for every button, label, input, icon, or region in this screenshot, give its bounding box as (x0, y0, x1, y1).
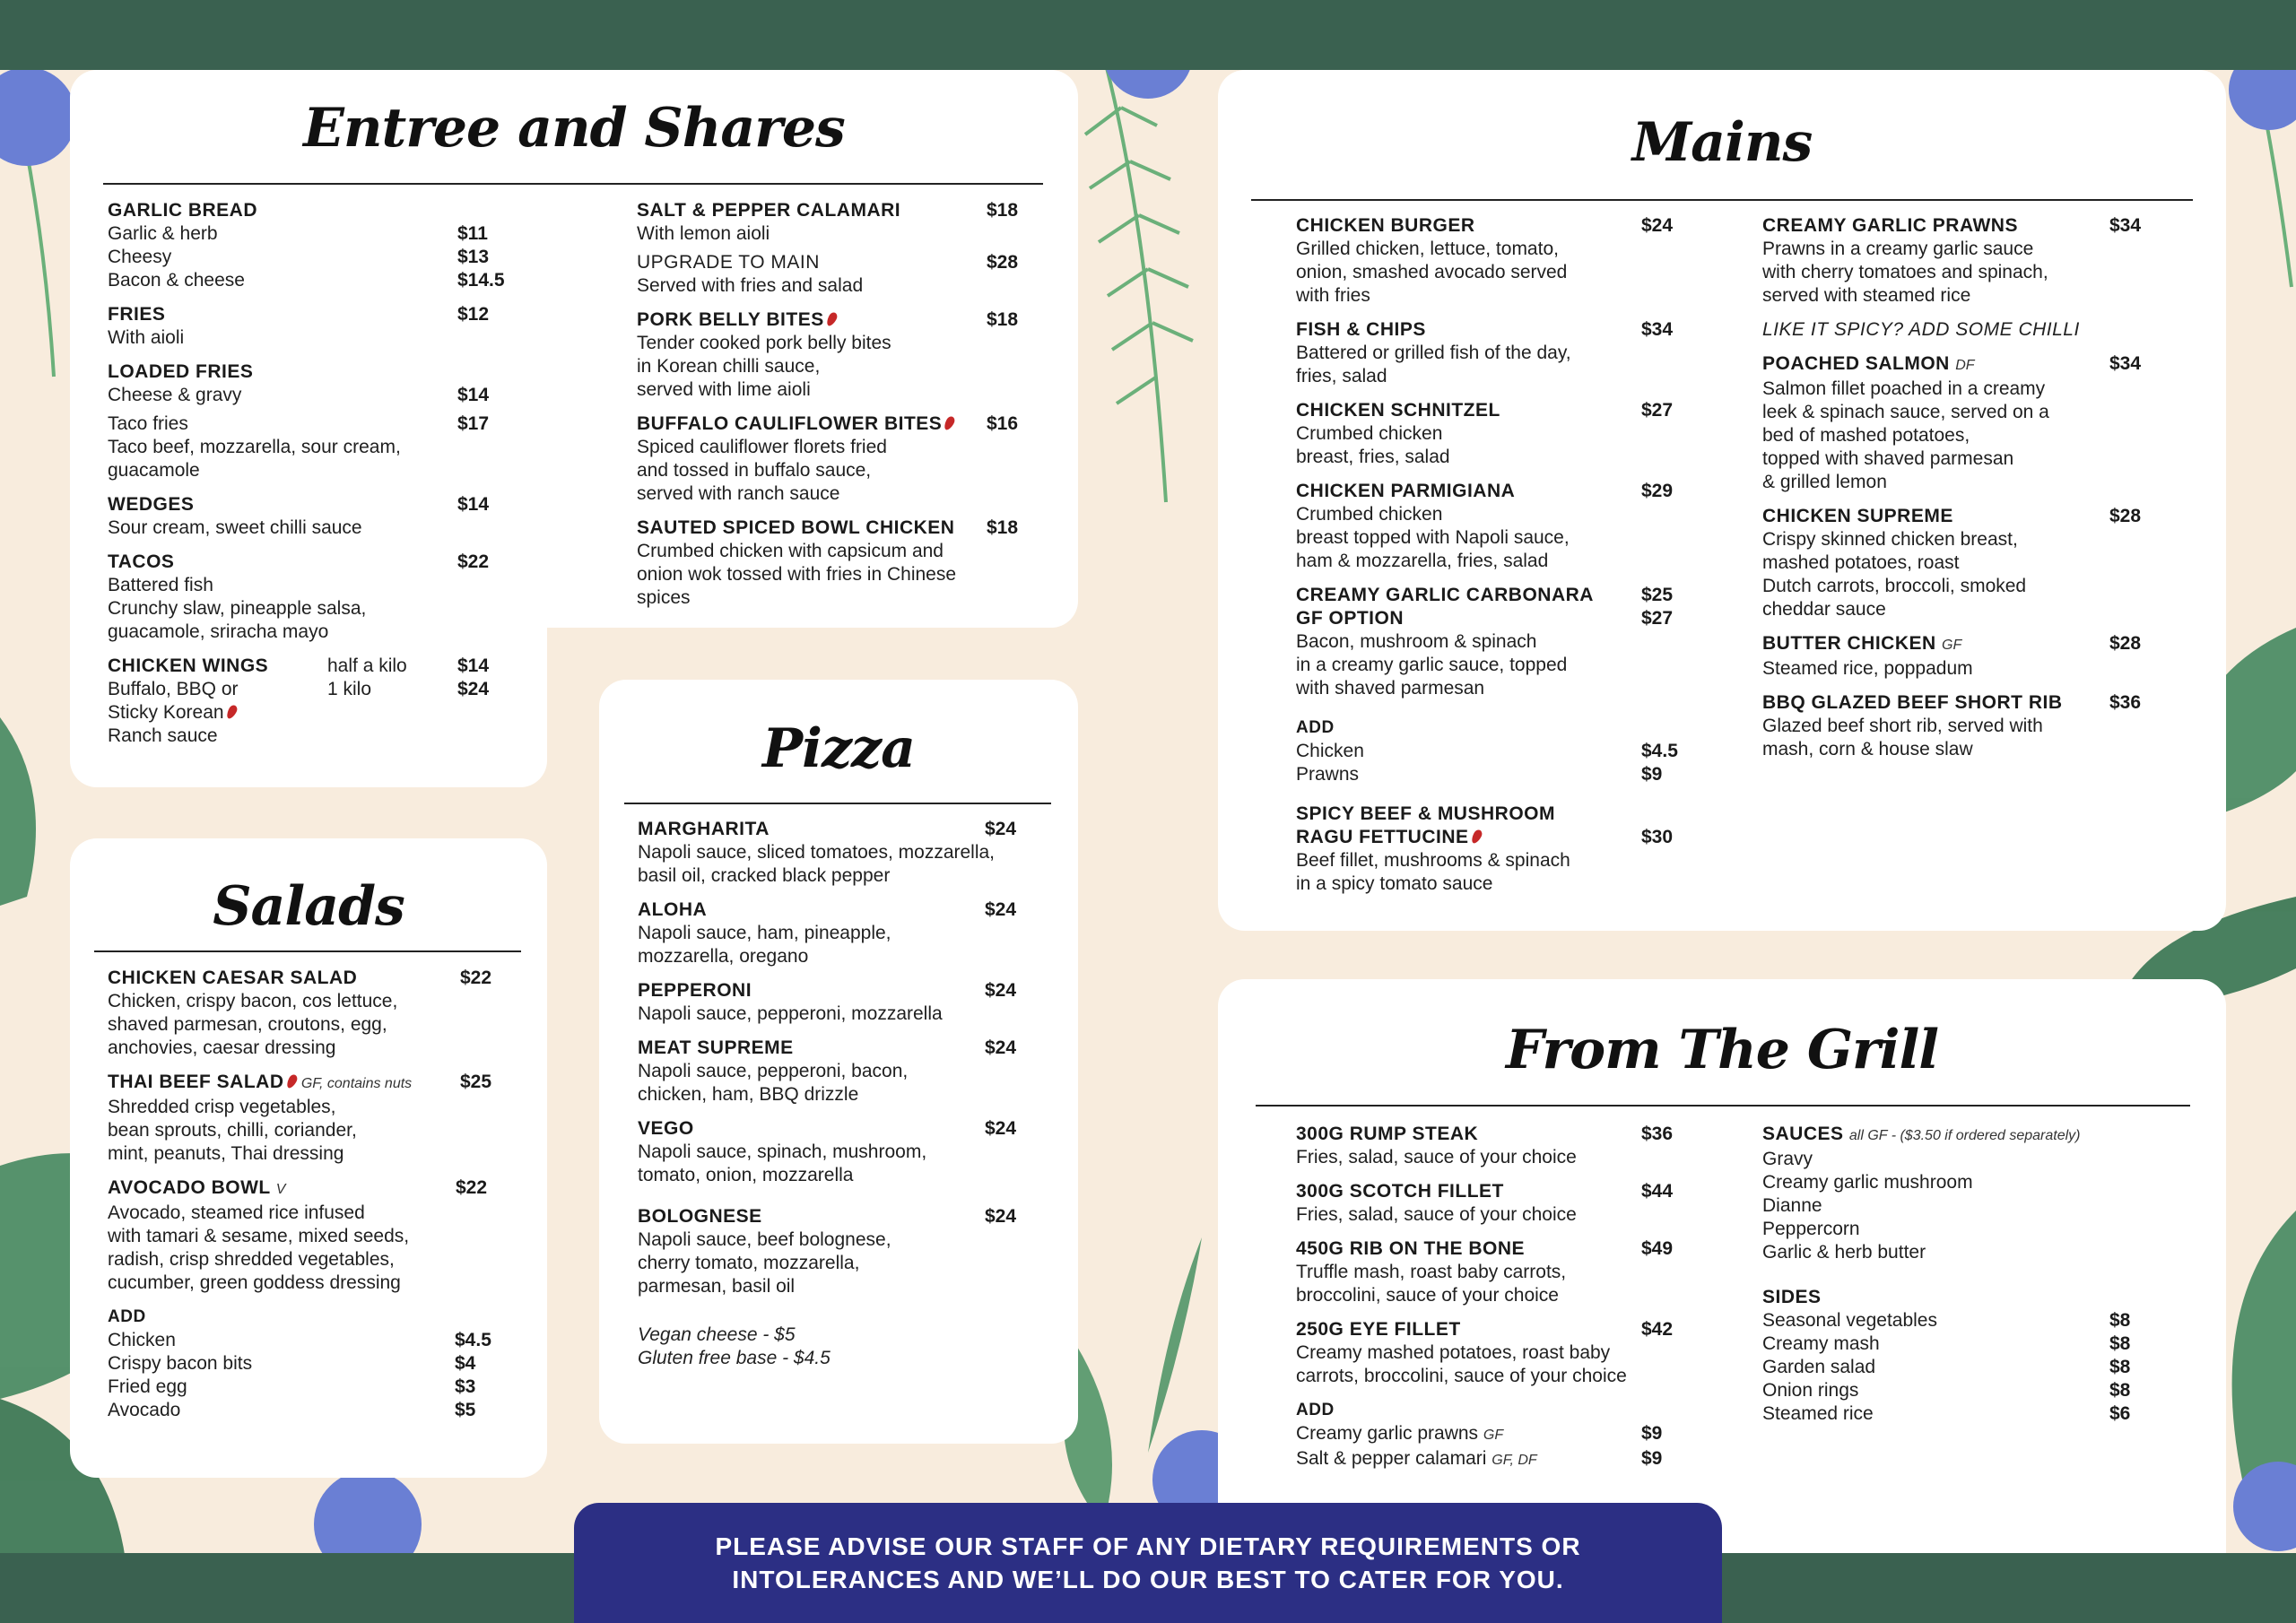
item-desc: radish, crisp shredded vegetables, (108, 1249, 395, 1270)
aloha-item (638, 898, 1059, 968)
option-label: Cheesy (108, 247, 172, 267)
item-desc: mozzarella, oregano (638, 946, 809, 967)
item-desc: spices (637, 587, 691, 608)
item-name: PORK BELLY BITES (637, 309, 824, 330)
item-desc: Napoli sauce, beef bolognese, (638, 1229, 891, 1250)
rump-steak-item (1296, 1123, 1718, 1169)
item-desc: Spiced cauliflower florets fried (637, 437, 887, 457)
item-desc: shaved parmesan, croutons, egg, (108, 1014, 387, 1035)
item-desc: mashed potatoes, roast (1762, 552, 1960, 573)
item-name: FRIES (108, 304, 166, 325)
item-name-cont: RAGU FETTUCINE (1296, 827, 1469, 847)
chili-icon (224, 704, 238, 720)
sauces-note: all GF - ($3.50 if ordered separately) (1848, 1128, 2081, 1143)
price: $34 (1641, 319, 1674, 340)
price: $22 (460, 968, 492, 988)
price: $8 (2109, 1357, 2131, 1377)
chicken-wings-item (108, 655, 511, 748)
item-desc: mash, corn & house slaw (1762, 739, 1973, 759)
price: $14 (457, 385, 490, 405)
item-desc: Buffalo, BBQ or (108, 679, 239, 699)
item-desc: Avocado, steamed rice infused (108, 1202, 365, 1223)
item-desc: and tossed in buffalo sauce, (637, 460, 872, 481)
addon-name: Chicken (1296, 741, 1364, 761)
item-desc: Sour cream, sweet chilli sauce (108, 517, 362, 538)
side-name: Steamed rice (1762, 1403, 1874, 1424)
price: $9 (1641, 1423, 1663, 1444)
fries-item (108, 303, 511, 350)
rib-on-bone-item (1296, 1237, 1718, 1307)
side-name: Seasonal vegetables (1762, 1310, 1937, 1331)
meat-supreme-item (638, 1037, 1059, 1107)
item-desc: With aioli (108, 327, 185, 348)
item-desc: topped with shaved parmesan (1762, 448, 2014, 469)
item-desc: bed of mashed potatoes, (1762, 425, 1970, 446)
bolognese-item (638, 1205, 1059, 1298)
calamari-item (637, 199, 1031, 298)
item-name: CHICKEN SUPREME (1762, 506, 1953, 526)
item-name: AVOCADO BOWL (108, 1177, 271, 1198)
item-desc: Napoli sauce, pepperoni, bacon, (638, 1061, 909, 1081)
item-name: 300G RUMP STEAK (1296, 1124, 1479, 1144)
wedges-item (108, 493, 511, 540)
mains-title: Mains (1631, 111, 1813, 174)
vegan-cheese-note: Vegan cheese - $5 (638, 1324, 796, 1345)
top-green-band (0, 0, 2296, 70)
price: $5 (455, 1400, 476, 1420)
notice-line-1: PLEASE ADVISE OUR STAFF OF ANY DIETARY REQUIREMENTS OR (715, 1532, 1581, 1560)
price: $25 (1641, 585, 1674, 605)
item-desc: served with steamed rice (1762, 285, 1971, 306)
spicy-note: LIKE IT SPICY? ADD SOME CHILLI (1762, 319, 2080, 340)
entree-left-column (108, 199, 511, 759)
price: $27 (1641, 400, 1674, 421)
gluten-free-note: Gluten free base - $4.5 (638, 1348, 831, 1368)
tacos-item (108, 551, 511, 644)
item-desc: with cherry tomatoes and spinach, (1762, 262, 2048, 282)
salads-column (108, 967, 529, 1433)
addon-name: Salt & pepper calamari (1296, 1448, 1487, 1469)
price: $9 (1641, 1448, 1663, 1469)
chicken-supreme-item (1762, 505, 2175, 621)
item-desc: cucumber, green goddess dressing (108, 1272, 401, 1293)
sauce-option: Dianne (1762, 1195, 1822, 1216)
price: $28 (2109, 506, 2142, 526)
item-name: WEDGES (108, 494, 195, 515)
item-desc: served with lime aioli (637, 379, 811, 400)
dietary-tag: DF (1955, 358, 1975, 373)
item-desc: Sticky Korean (108, 702, 224, 723)
item-name: MEAT SUPREME (638, 1037, 794, 1058)
price: $24 (985, 980, 1017, 1001)
item-desc: Taco beef, mozzarella, sour cream, (108, 437, 401, 457)
addon-name: Fried egg (108, 1376, 187, 1397)
item-name: SPICY BEEF & MUSHROOM (1296, 803, 1555, 824)
upgrade-label: UPGRADE TO MAIN (637, 252, 820, 273)
price: $4 (455, 1353, 476, 1374)
side-name: Creamy mash (1762, 1333, 1880, 1354)
side-name: Onion rings (1762, 1380, 1859, 1401)
item-desc: mint, peanuts, Thai dressing (108, 1143, 344, 1164)
ragu-item (1296, 803, 1718, 896)
price: $29 (1641, 481, 1674, 501)
grill-title: From The Grill (1505, 1019, 1939, 1081)
carbonara-item (1296, 584, 1718, 700)
item-desc: Fries, salad, sauce of your choice (1296, 1147, 1577, 1167)
sauce-option: Peppercorn (1762, 1219, 1860, 1239)
item-desc: Truffle mash, roast baby carrots, (1296, 1262, 1567, 1282)
dietary-tag: GF (1483, 1428, 1504, 1443)
item-desc: Crunchy slaw, pineapple salsa, (108, 598, 367, 619)
price: $30 (1641, 827, 1674, 847)
item-name: CHICKEN CAESAR SALAD (108, 968, 358, 988)
price: $24 (985, 1037, 1017, 1058)
item-name: BOLOGNESE (638, 1206, 762, 1227)
price: $18 (987, 309, 1019, 330)
item-name: CHICKEN SCHNITZEL (1296, 400, 1500, 421)
price: $6 (2109, 1403, 2131, 1424)
item-desc: Ranch sauce (108, 725, 218, 746)
item-desc: Crumbed chicken with capsicum and (637, 541, 944, 561)
price: $24 (985, 1118, 1017, 1139)
item-desc: ham & mozzarella, fries, salad (1296, 551, 1549, 571)
item-desc: Tender cooked pork belly bites (637, 333, 891, 353)
size-label: 1 kilo (327, 679, 372, 699)
item-desc: cheddar sauce (1762, 599, 1886, 620)
item-desc: chicken, ham, BBQ drizzle (638, 1084, 859, 1105)
grill-add-ons (1296, 1399, 1718, 1472)
mains-add-ons (1296, 716, 1718, 786)
item-name: POACHED SALMON (1762, 353, 1950, 374)
price: $44 (1641, 1181, 1674, 1202)
item-desc: served with ranch sauce (637, 483, 840, 504)
item-name: 250G EYE FILLET (1296, 1319, 1461, 1340)
item-desc: Prawns in a creamy garlic sauce (1762, 239, 2034, 259)
parmigiana-item (1296, 480, 1718, 573)
mains-right-column (1762, 214, 2175, 772)
item-desc: With lemon aioli (637, 223, 770, 244)
item-desc: Napoli sauce, sliced tomatoes, mozzarella, (638, 842, 996, 863)
dietary-tag: GF, contains nuts (300, 1076, 413, 1091)
item-desc: Crispy skinned chicken breast, (1762, 529, 2018, 550)
option-name: GF OPTION (1296, 608, 1404, 629)
margherita-item (638, 818, 1059, 888)
price: $24 (985, 819, 1017, 839)
price: $9 (1641, 764, 1663, 785)
side-name: Garden salad (1762, 1357, 1876, 1377)
price: $13 (457, 247, 490, 267)
price: $24 (985, 1206, 1017, 1227)
salads-add-ons (108, 1306, 529, 1422)
mains-left-column (1296, 214, 1718, 907)
price: $18 (987, 517, 1019, 538)
item-desc: with shaved parmesan (1296, 678, 1485, 699)
item-desc: in a creamy garlic sauce, topped (1296, 655, 1568, 675)
item-desc: onion, smashed avocado served (1296, 262, 1568, 282)
entree-right-column (637, 199, 1031, 621)
fish-chips-item (1296, 318, 1718, 388)
cauliflower-item (637, 412, 1031, 506)
item-desc: Served with fries and salad (637, 275, 864, 296)
garlic-bread-item (108, 199, 511, 292)
option-label: Garlic & herb (108, 223, 218, 244)
item-name: MARGHARITA (638, 819, 770, 839)
item-desc: Dutch carrots, broccoli, smoked (1762, 576, 2027, 596)
item-desc: Chicken, crispy bacon, cos lettuce, (108, 991, 398, 1011)
item-name: BUFFALO CAULIFLOWER BITES (637, 413, 943, 434)
price: $17 (457, 413, 490, 434)
item-desc: Fries, salad, sauce of your choice (1296, 1204, 1577, 1225)
item-desc: cherry tomato, mozzarella, (638, 1253, 860, 1273)
item-desc: Shredded crisp vegetables, (108, 1097, 336, 1117)
grill-rule (1256, 1105, 2190, 1107)
option-label: Cheese & gravy (108, 385, 242, 405)
item-desc: broccolini, sauce of your choice (1296, 1285, 1559, 1306)
grill-right-column (1762, 1123, 2175, 1436)
item-desc: Glazed beef short rib, served with (1762, 716, 2043, 736)
add-label: ADD (1296, 1401, 1335, 1419)
price: $27 (1641, 608, 1674, 629)
salads-rule (94, 950, 521, 952)
add-label: ADD (1296, 718, 1335, 737)
item-desc: guacamole (108, 460, 200, 481)
price: $28 (2109, 633, 2142, 654)
dietary-tag: GF, DF (1492, 1453, 1537, 1468)
addon-name: Creamy garlic prawns (1296, 1423, 1479, 1444)
item-desc: onion wok tossed with fries in Chinese (637, 564, 957, 585)
addon-name: Avocado (108, 1400, 181, 1420)
price: $42 (1641, 1319, 1674, 1340)
grill-left-column (1296, 1123, 1718, 1483)
item-desc: breast, fries, salad (1296, 447, 1450, 467)
short-rib-item (1762, 691, 2175, 761)
item-name: CHICKEN BURGER (1296, 215, 1475, 236)
salads-title: Salads (213, 875, 404, 938)
item-desc: Napoli sauce, ham, pineapple, (638, 923, 891, 943)
price: $11 (457, 223, 488, 244)
addon-name: Prawns (1296, 764, 1360, 785)
price: $8 (2109, 1310, 2131, 1331)
item-name: SAUTED SPICED BOWL CHICKEN (637, 517, 955, 538)
item-desc: parmesan, basil oil (638, 1276, 796, 1297)
item-name: 450G RIB ON THE BONE (1296, 1238, 1526, 1259)
item-desc: leek & spinach sauce, served on a (1762, 402, 2049, 422)
avocado-bowl-item (108, 1176, 529, 1295)
sauce-option: Garlic & herb butter (1762, 1242, 1926, 1263)
addon-name: Crispy bacon bits (108, 1353, 253, 1374)
item-desc: Bacon, mushroom & spinach (1296, 631, 1537, 652)
item-name: TACOS (108, 551, 175, 572)
item-desc: Creamy mashed potatoes, roast baby (1296, 1342, 1611, 1363)
bowl-chicken-item (637, 516, 1031, 610)
pizza-title: Pizza (762, 717, 915, 780)
thai-beef-item (108, 1071, 529, 1166)
pepperoni-item (638, 979, 1059, 1026)
sauce-option: Gravy (1762, 1149, 1813, 1169)
item-desc: Crumbed chicken (1296, 504, 1443, 525)
item-name: FISH & CHIPS (1296, 319, 1426, 340)
item-name: GARLIC BREAD (108, 200, 257, 221)
loaded-fries-item (108, 360, 511, 482)
chili-icon (943, 415, 956, 431)
price: $36 (1641, 1124, 1674, 1144)
dietary-tag: GF (1942, 638, 1962, 653)
scotch-fillet-item (1296, 1180, 1718, 1227)
item-desc: & grilled lemon (1762, 472, 1887, 492)
caesar-item (108, 967, 529, 1060)
item-desc: Battered fish (108, 575, 213, 595)
item-desc: fries, salad (1296, 366, 1387, 386)
price: $18 (987, 200, 1019, 221)
dietary-notice-banner (574, 1503, 1722, 1623)
addon-name: Chicken (108, 1330, 176, 1350)
pork-belly-item (637, 308, 1031, 402)
item-name: PEPPERONI (638, 980, 752, 1001)
butter-chicken-item (1762, 632, 2175, 681)
chili-icon (1469, 829, 1483, 845)
item-desc: Napoli sauce, pepperoni, mozzarella (638, 1003, 943, 1024)
item-name: CHICKEN PARMIGIANA (1296, 481, 1516, 501)
option-label: Bacon & cheese (108, 270, 245, 291)
dietary-tag: V (275, 1182, 286, 1197)
price: $49 (1641, 1238, 1674, 1259)
item-desc: with fries (1296, 285, 1370, 306)
item-desc: in a spicy tomato sauce (1296, 873, 1493, 894)
mains-rule (1251, 199, 2193, 201)
item-desc: Beef fillet, mushrooms & spinach (1296, 850, 1570, 871)
price: $34 (2109, 215, 2142, 236)
price: $36 (2109, 692, 2142, 713)
item-desc: in Korean chilli sauce, (637, 356, 821, 377)
item-name: ALOHA (638, 899, 708, 920)
item-name: CHICKEN WINGS (108, 655, 269, 676)
schnitzel-item (1296, 399, 1718, 469)
price: $25 (460, 1072, 492, 1092)
item-name: THAI BEEF SALAD (108, 1072, 284, 1092)
salmon-item (1762, 352, 2175, 494)
item-desc: with tamari & sesame, mixed seeds, (108, 1226, 410, 1246)
price: $14.5 (457, 270, 505, 291)
item-name: BBQ GLAZED BEEF SHORT RIB (1762, 692, 2063, 713)
chili-icon (824, 311, 838, 327)
item-desc: breast topped with Napoli sauce, (1296, 527, 1570, 548)
add-label: ADD (108, 1307, 146, 1326)
item-desc: guacamole, sriracha mayo (108, 621, 329, 642)
price: $14 (457, 494, 490, 515)
price: $8 (2109, 1380, 2131, 1401)
item-desc: bean sprouts, chilli, coriander, (108, 1120, 357, 1141)
option-label: Taco fries (108, 413, 188, 434)
item-desc: basil oil, cracked black pepper (638, 865, 891, 886)
item-name: LOADED FRIES (108, 361, 254, 382)
sides-list (1762, 1286, 2175, 1426)
item-name: CREAMY GARLIC PRAWNS (1762, 215, 2018, 236)
item-name: 300G SCOTCH FILLET (1296, 1181, 1504, 1202)
sides-label: SIDES (1762, 1287, 1822, 1307)
chicken-burger-item (1296, 214, 1718, 308)
price: $28 (987, 252, 1019, 273)
entree-title: Entree and Shares (303, 97, 845, 160)
sauces-label: SAUCES (1762, 1124, 1844, 1144)
price: $4.5 (455, 1330, 491, 1350)
item-name: SALT & PEPPER CALAMARI (637, 200, 901, 221)
price: $3 (455, 1376, 476, 1397)
item-desc: Steamed rice, poppadum (1762, 658, 1973, 679)
item-name: VEGO (638, 1118, 694, 1139)
pizza-column (638, 818, 1059, 1370)
price: $14 (457, 655, 490, 676)
price: $24 (1641, 215, 1674, 236)
item-name: BUTTER CHICKEN (1762, 633, 1936, 654)
vego-item (638, 1117, 1059, 1187)
entree-rule (103, 183, 1043, 185)
item-desc: Salmon fillet poached in a creamy (1762, 378, 2046, 399)
eye-fillet-item (1296, 1318, 1718, 1388)
price: $24 (457, 679, 490, 699)
item-desc: Crumbed chicken (1296, 423, 1443, 444)
sauce-option: Creamy garlic mushroom (1762, 1172, 1973, 1193)
item-desc: anchovies, caesar dressing (108, 1037, 336, 1058)
item-desc: Grilled chicken, lettuce, tomato, (1296, 239, 1559, 259)
item-desc: Battered or grilled fish of the day, (1296, 343, 1571, 363)
price: $4.5 (1641, 741, 1678, 761)
item-desc: Napoli sauce, spinach, mushroom, (638, 1141, 927, 1162)
price: $34 (2109, 353, 2142, 374)
item-desc: carrots, broccolini, sauce of your choice (1296, 1366, 1627, 1386)
item-name: CREAMY GARLIC CARBONARA (1296, 585, 1594, 605)
garlic-prawns-item (1762, 214, 2175, 308)
price: $24 (985, 899, 1017, 920)
notice-line-2: INTOLERANCES AND WE’LL DO OUR BEST TO CATER FOR YOU. (732, 1566, 1564, 1593)
price: $22 (456, 1177, 488, 1198)
price: $8 (2109, 1333, 2131, 1354)
price: $16 (987, 413, 1019, 434)
price: $12 (457, 304, 490, 325)
sauces-list (1762, 1123, 2175, 1264)
pizza-rule (624, 803, 1051, 804)
size-label: half a kilo (327, 655, 407, 676)
chili-icon (284, 1073, 298, 1089)
price: $22 (457, 551, 490, 572)
item-desc: tomato, onion, mozzarella (638, 1165, 854, 1185)
